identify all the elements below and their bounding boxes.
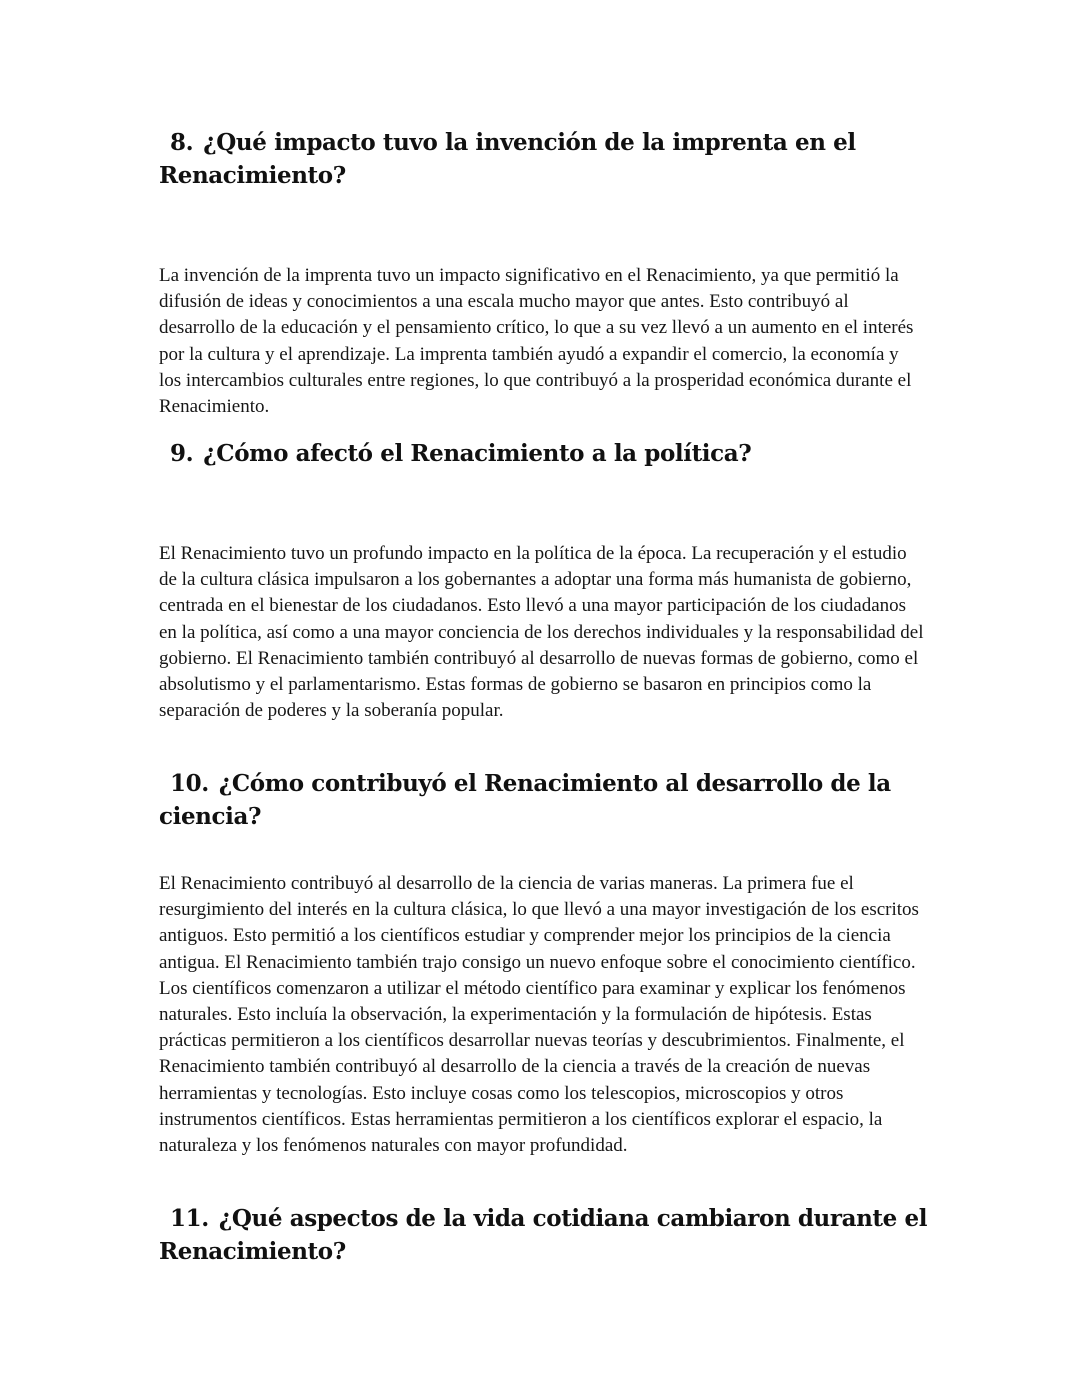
question-number: 9. — [170, 440, 194, 467]
question-text: ¿Cómo contribuyó el Renacimiento al desarrollo de la ciencia? — [159, 770, 891, 830]
question-heading-11 — [159, 1202, 939, 1268]
question-text: ¿Qué aspectos de la vida cotidiana cambiaron durante el Renacimiento? — [159, 1205, 928, 1265]
question-heading-8 — [159, 126, 939, 192]
answer-paragraph-10: El Renacimiento contribuyó al desarrollo de la ciencia de varias maneras. La primera fue el resurgimiento del interés en la cultura clásica, lo que llevó a una mayor investigación de los escritos antiguos. Esto permitió a los científicos estudiar y comprender mejor los principios de la ciencia antigua. El Renacimiento también trajo consigo un nuevo enfoque sobre el conocimiento científico. Los científicos comenzaron a utilizar el método científico para examinar y explicar los fenómenos naturales. Esto incluía la observación, la experimentación y la formulación de hipótesis. Estas prácticas permitieron a los científicos desarrollar nuevas teorías y descubrimientos. Finalmente, el Renacimiento también contribuyó al desarrollo de la ciencia a través de la creación de nuevas herramientas y tecnologías. Esto incluye cosas como los telescopios, microscopios y otros instrumentos científicos. Estas herramientas permitieron a los científicos explorar el espacio, la naturaleza y los fenómenos naturales con mayor profundidad. — [159, 873, 919, 1157]
question-number: 11. — [170, 1205, 209, 1232]
answer-paragraph-8: La invención de la imprenta tuvo un impacto significativo en el Renacimiento, ya que permitió la difusión de ideas y conocimientos a una escala mucho mayor que antes. Esto contribuyó al desarrollo de la educación y el pensamiento crítico, lo que a su vez llevó a un aumento en el interés por la cultura y el aprendizaje. La imprenta también ayudó a expandir el comercio, la economía y los intercambios culturales entre regiones, lo que contribuyó a la prosperidad económica durante el Renacimiento. — [159, 265, 914, 418]
question-text: ¿Cómo afectó el Renacimiento a la política? — [203, 440, 752, 467]
answer-paragraph-9: El Renacimiento tuvo un profundo impacto en la política de la época. La recuperación y el estudio de la cultura clásica impulsaron a los gobernantes a adoptar una forma más humanista de gobierno, centrada en el bienestar de los ciudadanos. Esto llevó a una mayor participación de los ciudadanos en la política, así como a una mayor conciencia de los derechos individuales y la responsabilidad del gobierno. El Renacimiento también contribuyó al desarrollo de nuevas formas de gobierno, como el absolutismo y el parlamentarismo. Estas formas de gobierno se basaron en principios como la separación de poderes y la soberanía popular. — [159, 543, 924, 722]
question-number: 8. — [170, 129, 194, 156]
question-heading-10 — [159, 767, 939, 833]
question-number: 10. — [170, 770, 209, 797]
question-text: ¿Qué impacto tuvo la invención de la imprenta en el Renacimiento? — [159, 129, 856, 189]
question-heading-9 — [159, 437, 939, 470]
